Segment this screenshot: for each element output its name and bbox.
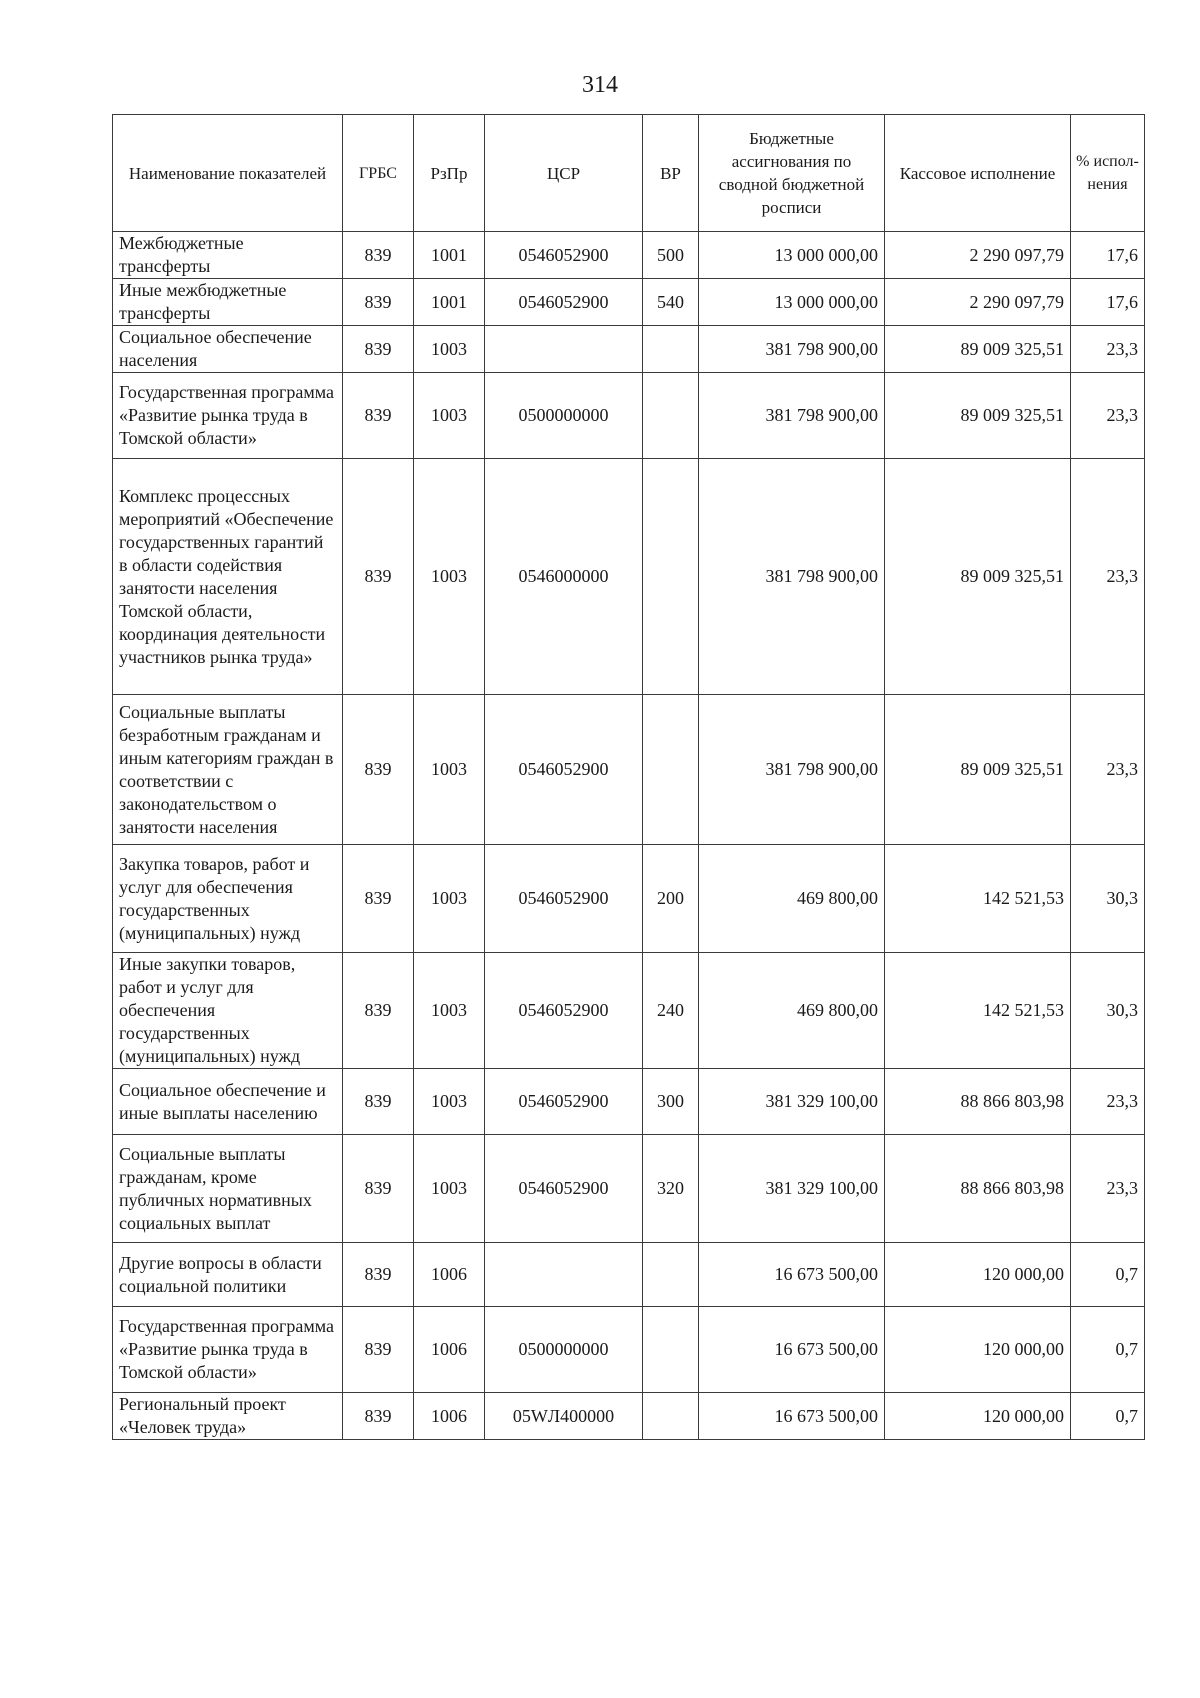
row-grbs: 839 [343, 1393, 414, 1440]
row-cash-execution: 88 866 803,98 [885, 1069, 1071, 1135]
row-assignments: 469 800,00 [699, 953, 885, 1069]
table-row [113, 326, 1145, 373]
row-grbs: 839 [343, 1069, 414, 1135]
row-grbs: 839 [343, 953, 414, 1069]
row-grbs: 839 [343, 232, 414, 279]
row-vr [643, 373, 699, 459]
row-vr [643, 695, 699, 845]
row-assignments: 381 798 900,00 [699, 459, 885, 695]
row-grbs: 839 [343, 1135, 414, 1243]
row-percent: 23,3 [1071, 1069, 1145, 1135]
row-percent: 30,3 [1071, 953, 1145, 1069]
row-assignments: 16 673 500,00 [699, 1243, 885, 1307]
table-row [113, 459, 1145, 695]
row-csr: 0546052900 [485, 695, 643, 845]
row-csr: 05WЛ400000 [485, 1393, 643, 1440]
header-assignments: Бюджетные ассигнования по сводной бюджетной росписи [699, 115, 885, 232]
row-vr [643, 1393, 699, 1440]
row-cash-execution: 89 009 325,51 [885, 326, 1071, 373]
row-percent: 23,3 [1071, 1135, 1145, 1243]
header-cash-execution: Кассовое исполнение [885, 115, 1071, 232]
row-grbs: 839 [343, 1243, 414, 1307]
row-vr: 500 [643, 232, 699, 279]
row-csr: 0500000000 [485, 1307, 643, 1393]
row-csr: 0546052900 [485, 279, 643, 326]
row-assignments: 381 798 900,00 [699, 695, 885, 845]
header-percent: % испол-нения [1071, 115, 1145, 232]
table-row [113, 1243, 1145, 1307]
table-row [113, 1393, 1145, 1440]
row-grbs: 839 [343, 373, 414, 459]
row-percent: 23,3 [1071, 326, 1145, 373]
row-cash-execution: 142 521,53 [885, 953, 1071, 1069]
row-name: Иные закупки товаров, работ и услуг для обеспечения государственных (муниципальных) нужд [113, 953, 343, 1069]
row-csr [485, 326, 643, 373]
row-name: Комплекс процессных мероприятий «Обеспечение государственных гарантий в области содействия занятости населения Томской области, координация деятельности участников рынка труда» [113, 459, 343, 695]
table-row [113, 1307, 1145, 1393]
row-vr [643, 1243, 699, 1307]
row-name: Закупка товаров, работ и услуг для обеспечения государственных (муниципальных) нужд [113, 845, 343, 953]
table-row [113, 1069, 1145, 1135]
row-csr: 0500000000 [485, 373, 643, 459]
header-vr: ВР [643, 115, 699, 232]
row-percent: 23,3 [1071, 373, 1145, 459]
row-name: Социальные выплаты гражданам, кроме публичных нормативных социальных выплат [113, 1135, 343, 1243]
row-assignments: 16 673 500,00 [699, 1393, 885, 1440]
row-cash-execution: 89 009 325,51 [885, 373, 1071, 459]
row-percent: 0,7 [1071, 1243, 1145, 1307]
row-percent: 0,7 [1071, 1393, 1145, 1440]
row-name: Межбюджетные трансферты [113, 232, 343, 279]
header-grbs: ГРБС [343, 115, 414, 232]
row-name: Социальное обеспечение и иные выплаты населению [113, 1069, 343, 1135]
row-vr [643, 459, 699, 695]
row-assignments: 13 000 000,00 [699, 232, 885, 279]
row-assignments: 469 800,00 [699, 845, 885, 953]
row-rzpr: 1003 [414, 953, 485, 1069]
header-rzpr: РзПр [414, 115, 485, 232]
row-percent: 0,7 [1071, 1307, 1145, 1393]
header-csr: ЦСР [485, 115, 643, 232]
row-rzpr: 1001 [414, 279, 485, 326]
row-assignments: 13 000 000,00 [699, 279, 885, 326]
row-csr: 0546000000 [485, 459, 643, 695]
row-cash-execution: 120 000,00 [885, 1243, 1071, 1307]
row-cash-execution: 88 866 803,98 [885, 1135, 1071, 1243]
row-name: Иные межбюджетные трансферты [113, 279, 343, 326]
page-number: 314 [582, 72, 618, 98]
row-name: Социальное обеспечение населения [113, 326, 343, 373]
row-grbs: 839 [343, 1307, 414, 1393]
table-row [113, 1135, 1145, 1243]
row-name: Государственная программа «Развитие рынка труда в Томской области» [113, 373, 343, 459]
row-cash-execution: 89 009 325,51 [885, 695, 1071, 845]
row-csr: 0546052900 [485, 232, 643, 279]
row-cash-execution: 120 000,00 [885, 1307, 1071, 1393]
row-assignments: 381 329 100,00 [699, 1069, 885, 1135]
row-rzpr: 1003 [414, 326, 485, 373]
row-csr: 0546052900 [485, 845, 643, 953]
row-assignments: 16 673 500,00 [699, 1307, 885, 1393]
row-vr: 320 [643, 1135, 699, 1243]
row-percent: 23,3 [1071, 695, 1145, 845]
row-grbs: 839 [343, 845, 414, 953]
row-grbs: 839 [343, 459, 414, 695]
row-name: Региональный проект «Человек труда» [113, 1393, 343, 1440]
row-vr: 200 [643, 845, 699, 953]
header-name: Наименование показателей [113, 115, 343, 232]
budget-execution-table [112, 114, 1145, 1440]
row-percent: 17,6 [1071, 232, 1145, 279]
row-rzpr: 1003 [414, 459, 485, 695]
row-rzpr: 1003 [414, 695, 485, 845]
row-percent: 23,3 [1071, 459, 1145, 695]
row-cash-execution: 89 009 325,51 [885, 459, 1071, 695]
row-rzpr: 1006 [414, 1393, 485, 1440]
row-vr: 240 [643, 953, 699, 1069]
row-percent: 30,3 [1071, 845, 1145, 953]
row-cash-execution: 120 000,00 [885, 1393, 1071, 1440]
row-csr: 0546052900 [485, 1069, 643, 1135]
row-cash-execution: 142 521,53 [885, 845, 1071, 953]
row-rzpr: 1003 [414, 1069, 485, 1135]
table-row [113, 953, 1145, 1069]
row-rzpr: 1006 [414, 1243, 485, 1307]
row-grbs: 839 [343, 326, 414, 373]
row-rzpr: 1001 [414, 232, 485, 279]
table-row [113, 845, 1145, 953]
table-header-row [113, 115, 1145, 232]
row-csr: 0546052900 [485, 1135, 643, 1243]
row-assignments: 381 798 900,00 [699, 373, 885, 459]
table-row [113, 279, 1145, 326]
row-cash-execution: 2 290 097,79 [885, 232, 1071, 279]
row-rzpr: 1006 [414, 1307, 485, 1393]
row-vr [643, 1307, 699, 1393]
table-row [113, 695, 1145, 845]
row-name: Другие вопросы в области социальной политики [113, 1243, 343, 1307]
row-name: Государственная программа «Развитие рынка труда в Томской области» [113, 1307, 343, 1393]
row-rzpr: 1003 [414, 1135, 485, 1243]
row-cash-execution: 2 290 097,79 [885, 279, 1071, 326]
row-grbs: 839 [343, 695, 414, 845]
table-row [113, 232, 1145, 279]
row-rzpr: 1003 [414, 373, 485, 459]
row-vr: 300 [643, 1069, 699, 1135]
row-csr: 0546052900 [485, 953, 643, 1069]
table-body [113, 232, 1145, 1440]
table-row [113, 373, 1145, 459]
row-grbs: 839 [343, 279, 414, 326]
row-vr: 540 [643, 279, 699, 326]
row-vr [643, 326, 699, 373]
row-rzpr: 1003 [414, 845, 485, 953]
row-name: Социальные выплаты безработным гражданам и иным категориям граждан в соответствии с законодательством о занятости населения [113, 695, 343, 845]
row-csr [485, 1243, 643, 1307]
row-assignments: 381 329 100,00 [699, 1135, 885, 1243]
row-percent: 17,6 [1071, 279, 1145, 326]
row-assignments: 381 798 900,00 [699, 326, 885, 373]
